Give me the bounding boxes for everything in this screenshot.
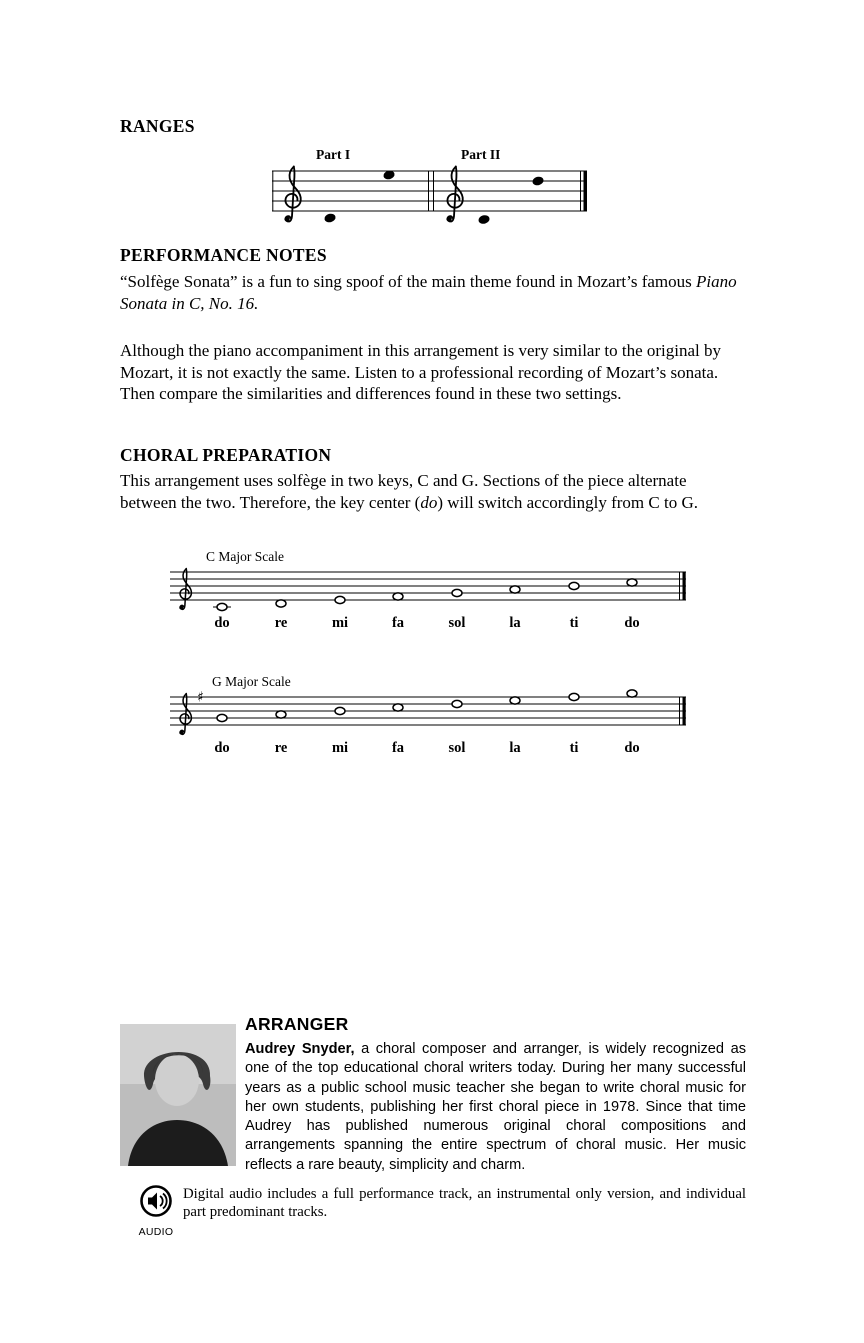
solfege-syllable: sol bbox=[448, 740, 466, 756]
ranges-heading: RANGES bbox=[120, 116, 195, 136]
treble-clef-icon bbox=[179, 694, 191, 735]
c-scale-solfege-labels bbox=[170, 615, 692, 633]
c-scale-whole-notes bbox=[217, 579, 637, 611]
performance-notes-heading: PERFORMANCE NOTES bbox=[120, 245, 327, 265]
treble-clef-icon bbox=[284, 167, 300, 222]
sonata-title-italic: Piano Sonata in C, No. 16. bbox=[120, 272, 737, 313]
solfege-syllable: fa bbox=[391, 740, 405, 756]
choral-preparation-heading: CHORAL PREPARATION bbox=[120, 445, 332, 465]
c-scale-staff bbox=[170, 564, 692, 616]
solfege-syllable: mi bbox=[331, 615, 349, 631]
part1-label: Part I bbox=[316, 147, 351, 162]
solfege-syllable: do bbox=[214, 615, 230, 631]
sharp-key-signature-icon: ♯ bbox=[197, 689, 204, 706]
audio-label: AUDIO bbox=[138, 1226, 174, 1238]
arranger-name: Audrey Snyder, bbox=[245, 1041, 355, 1057]
choral-p1-before: This arrangement uses solfège in two keys, C and G. Sections of the piece alternate between the two. Therefore, the key center ( bbox=[120, 471, 687, 512]
audio-speaker-icon bbox=[138, 1183, 174, 1219]
audio-description: Digital audio includes a full performance track, an instrumental only version, and individual part predominant tracks. bbox=[183, 1186, 746, 1220]
treble-clef-icon bbox=[446, 167, 462, 222]
g-scale-solfege-labels bbox=[170, 740, 692, 758]
c-major-scale-figure bbox=[170, 549, 692, 649]
arranger-bio-text: a choral composer and arranger, is widely recognized as one of the top educational choral writers today. During her many successful years as a public school music teacher she began to write choral music for her own students, publishing her first choral piece in 1978. Since that time Audrey has published numerous original choral compositions and arrangements spanning the entire spectrum of choral music. Her music reflects a rare beauty, simplicity and charm. bbox=[245, 1041, 746, 1173]
ranges-staff-notation bbox=[272, 162, 588, 240]
solfege-syllable: re bbox=[274, 615, 288, 631]
performance-p1-text: “Solfège Sonata” is a fun to sing spoof of the main theme found in Mozart’s famous bbox=[120, 272, 696, 291]
audio-badge bbox=[134, 1183, 178, 1238]
performance-paragraph-1 bbox=[120, 271, 738, 314]
treble-clef-icon bbox=[179, 569, 191, 610]
performance-paragraph-2: Although the piano accompaniment in this arrangement is very similar to the original by Mozart, it is not exactly the same. Listen to a professional recording of Mozart’s sonata. Then compare the similarities and differences found in these two settings. bbox=[120, 341, 721, 403]
solfege-syllable: fa bbox=[391, 615, 405, 631]
solfege-syllable: ti bbox=[569, 615, 579, 631]
c-scale-title: C Major Scale bbox=[206, 549, 284, 564]
g-major-scale-figure bbox=[170, 674, 692, 774]
g-scale-whole-notes bbox=[217, 690, 637, 722]
part2-label: Part II bbox=[461, 147, 501, 162]
arranger-heading: ARRANGER bbox=[245, 1014, 349, 1034]
choral-paragraph bbox=[120, 470, 738, 513]
arranger-photo bbox=[120, 1024, 236, 1166]
solfege-syllable: la bbox=[509, 740, 521, 756]
solfege-syllable: sol bbox=[448, 615, 466, 631]
solfege-syllable: re bbox=[274, 740, 288, 756]
solfege-syllable: la bbox=[509, 615, 521, 631]
g-scale-title: G Major Scale bbox=[212, 674, 291, 689]
do-italic: do bbox=[420, 492, 438, 512]
g-scale-staff bbox=[170, 689, 692, 741]
solfege-syllable: do bbox=[624, 740, 640, 756]
solfege-syllable: do bbox=[624, 615, 640, 631]
solfege-syllable: mi bbox=[331, 740, 349, 756]
choral-p1-after: ) will switch accordingly from C to G. bbox=[437, 492, 698, 512]
arranger-bio bbox=[245, 1040, 746, 1175]
arranger-portrait-graphic bbox=[120, 1024, 236, 1166]
solfege-syllable: ti bbox=[569, 740, 579, 756]
solfege-syllable: do bbox=[214, 740, 230, 756]
